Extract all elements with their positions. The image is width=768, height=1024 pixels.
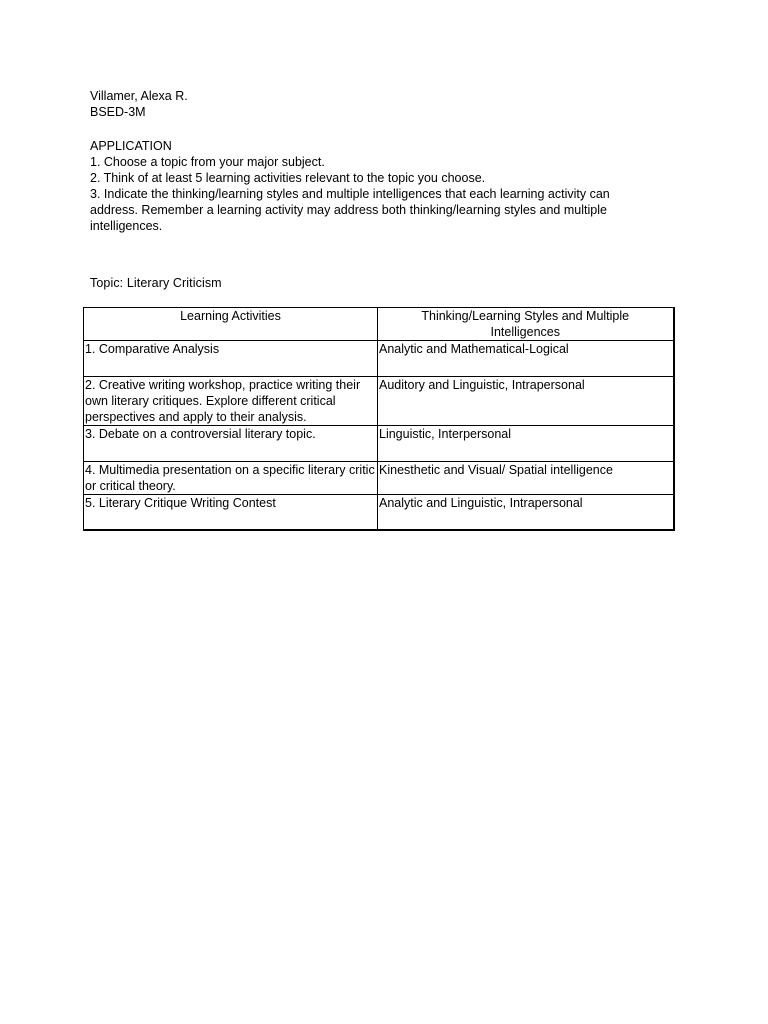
styles-cell: Analytic and Linguistic, Intrapersonal bbox=[378, 495, 674, 530]
table-row bbox=[84, 426, 674, 462]
table-row bbox=[84, 377, 674, 426]
column-header-styles: Thinking/Learning Styles and Multiple Intelligences bbox=[378, 308, 674, 341]
column-header-activities: Learning Activities bbox=[84, 308, 378, 341]
student-section: BSED-3M bbox=[90, 105, 146, 119]
instruction-item: 3. Indicate the thinking/learning styles and multiple intelligences that each learning activity can address. Remember a learning activity may address both thinking/learning styles and multiple intelligences. bbox=[90, 187, 610, 233]
table-row bbox=[84, 462, 674, 495]
activity-cell: 4. Multimedia presentation on a specific literary critic or critical theory. bbox=[84, 462, 378, 495]
student-name: Villamer, Alexa R. bbox=[90, 89, 188, 103]
activity-cell: 1. Comparative Analysis bbox=[84, 341, 378, 377]
instruction-item: 1. Choose a topic from your major subject. bbox=[90, 155, 325, 169]
topic-title: Topic: Literary Criticism bbox=[90, 276, 222, 290]
styles-cell: Kinesthetic and Visual/ Spatial intelligence bbox=[378, 462, 674, 495]
instruction-item: 2. Think of at least 5 learning activities relevant to the topic you choose. bbox=[90, 171, 486, 185]
activities-table bbox=[83, 307, 675, 531]
spacer bbox=[90, 120, 670, 138]
activity-cell: 2. Creative writing workshop, practice writing their own literary critiques. Explore different critical perspectives and apply to their analysis. bbox=[84, 377, 378, 426]
table-row bbox=[84, 341, 674, 377]
activity-cell: 3. Debate on a controversial literary topic. bbox=[84, 426, 378, 462]
styles-cell: Linguistic, Interpersonal bbox=[378, 426, 674, 462]
table-header-row bbox=[84, 308, 674, 341]
application-heading: APPLICATION bbox=[90, 139, 172, 153]
styles-cell: Analytic and Mathematical-Logical bbox=[378, 341, 674, 377]
table-row bbox=[84, 495, 674, 530]
header-block bbox=[90, 88, 670, 234]
styles-cell: Auditory and Linguistic, Intrapersonal bbox=[378, 377, 674, 426]
activity-cell: 5. Literary Critique Writing Contest bbox=[84, 495, 378, 530]
